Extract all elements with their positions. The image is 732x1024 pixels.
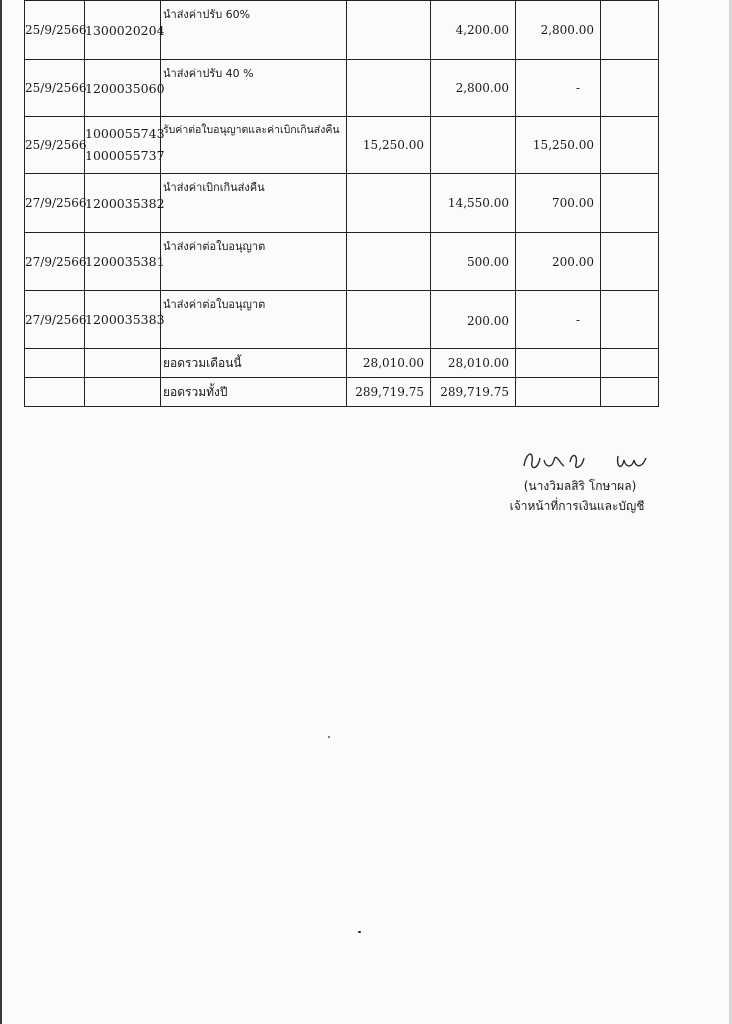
date-cell: 25/9/2566 bbox=[25, 60, 85, 117]
date-cell: 27/9/2566 bbox=[25, 174, 85, 233]
balance-cell: 15,250.00 bbox=[516, 117, 601, 174]
table-row bbox=[25, 1, 659, 60]
income-total-cell: 28,010.00 bbox=[347, 349, 431, 378]
doc-number-cell: 1200035382 bbox=[85, 174, 161, 233]
signer-name: (นางวิมลสิริ โกษาผล) bbox=[523, 479, 637, 493]
doc-number-cell bbox=[85, 349, 161, 378]
income-cell bbox=[347, 233, 431, 291]
extra-cell bbox=[601, 60, 659, 117]
total-label-cell: ยอดรวมทั้งปี bbox=[161, 378, 347, 407]
income-cell bbox=[347, 291, 431, 349]
remittance-total-cell: 289,719.75 bbox=[431, 378, 516, 407]
date-cell: 27/9/2566 bbox=[25, 291, 85, 349]
income-cell bbox=[347, 1, 431, 60]
extra-cell bbox=[601, 174, 659, 233]
remittance-cell: 2,800.00 bbox=[431, 60, 516, 117]
date-cell: 25/9/2566 bbox=[25, 117, 85, 174]
date-cell bbox=[25, 349, 85, 378]
remittance-total-cell: 28,010.00 bbox=[431, 349, 516, 378]
description-cell: นำส่งค่าเบิกเกินส่งคืน bbox=[161, 174, 347, 233]
remittance-cell bbox=[431, 117, 516, 174]
doc-number-cell: 1300020204 bbox=[85, 1, 161, 60]
doc-number-cell: 1000055743 1000055737 bbox=[85, 117, 161, 174]
balance-cell: - bbox=[516, 60, 601, 117]
page-edge bbox=[0, 0, 2, 1024]
date-cell: 25/9/2566 bbox=[25, 1, 85, 60]
table-row bbox=[25, 60, 659, 117]
extra-cell bbox=[601, 291, 659, 349]
remittance-cell: 500.00 bbox=[431, 233, 516, 291]
balance-cell bbox=[516, 378, 601, 407]
total-label-cell: ยอดรวมเดือนนี้ bbox=[161, 349, 347, 378]
balance-cell bbox=[516, 349, 601, 378]
total-row-year bbox=[25, 378, 659, 407]
income-cell bbox=[347, 174, 431, 233]
doc-number-cell: 1200035383 bbox=[85, 291, 161, 349]
description-cell: นำส่งค่าต่อใบอนุญาต bbox=[161, 291, 347, 349]
balance-cell: 2,800.00 bbox=[516, 1, 601, 60]
table-row bbox=[25, 291, 659, 349]
extra-cell bbox=[601, 378, 659, 407]
balance-cell: 200.00 bbox=[516, 233, 601, 291]
extra-cell bbox=[601, 233, 659, 291]
date-cell: 27/9/2566 bbox=[25, 233, 85, 291]
table-row bbox=[25, 174, 659, 233]
description-cell: นำส่งค่าปรับ 60% bbox=[161, 1, 347, 60]
balance-cell: - bbox=[516, 291, 601, 349]
table-row bbox=[25, 233, 659, 291]
table-row bbox=[25, 117, 659, 174]
signer-title: เจ้าหน้าที่การเงินและบัญชี bbox=[509, 499, 645, 513]
description-cell: รับค่าต่อใบอนุญาตและค่าเบิกเกินส่งคืน bbox=[161, 117, 347, 174]
scan-speck bbox=[358, 931, 361, 933]
doc-number-cell: 1200035381 bbox=[85, 233, 161, 291]
total-row-month bbox=[25, 349, 659, 378]
extra-cell bbox=[601, 117, 659, 174]
remittance-cell: 200.00 bbox=[431, 291, 516, 349]
income-cell bbox=[347, 60, 431, 117]
description-cell: นำส่งค่าปรับ 40 % bbox=[161, 60, 347, 117]
remittance-cell: 14,550.00 bbox=[431, 174, 516, 233]
balance-cell: 700.00 bbox=[516, 174, 601, 233]
description-cell: นำส่งค่าต่อใบอนุญาต bbox=[161, 233, 347, 291]
ledger-table bbox=[24, 0, 659, 407]
remittance-cell: 4,200.00 bbox=[431, 1, 516, 60]
doc-number-cell bbox=[85, 378, 161, 407]
income-total-cell: 289,719.75 bbox=[347, 378, 431, 407]
date-cell bbox=[25, 378, 85, 407]
doc-number-cell: 1200035060 bbox=[85, 60, 161, 117]
extra-cell bbox=[601, 1, 659, 60]
income-cell: 15,250.00 bbox=[347, 117, 431, 174]
scan-speck bbox=[328, 736, 330, 738]
extra-cell bbox=[601, 349, 659, 378]
